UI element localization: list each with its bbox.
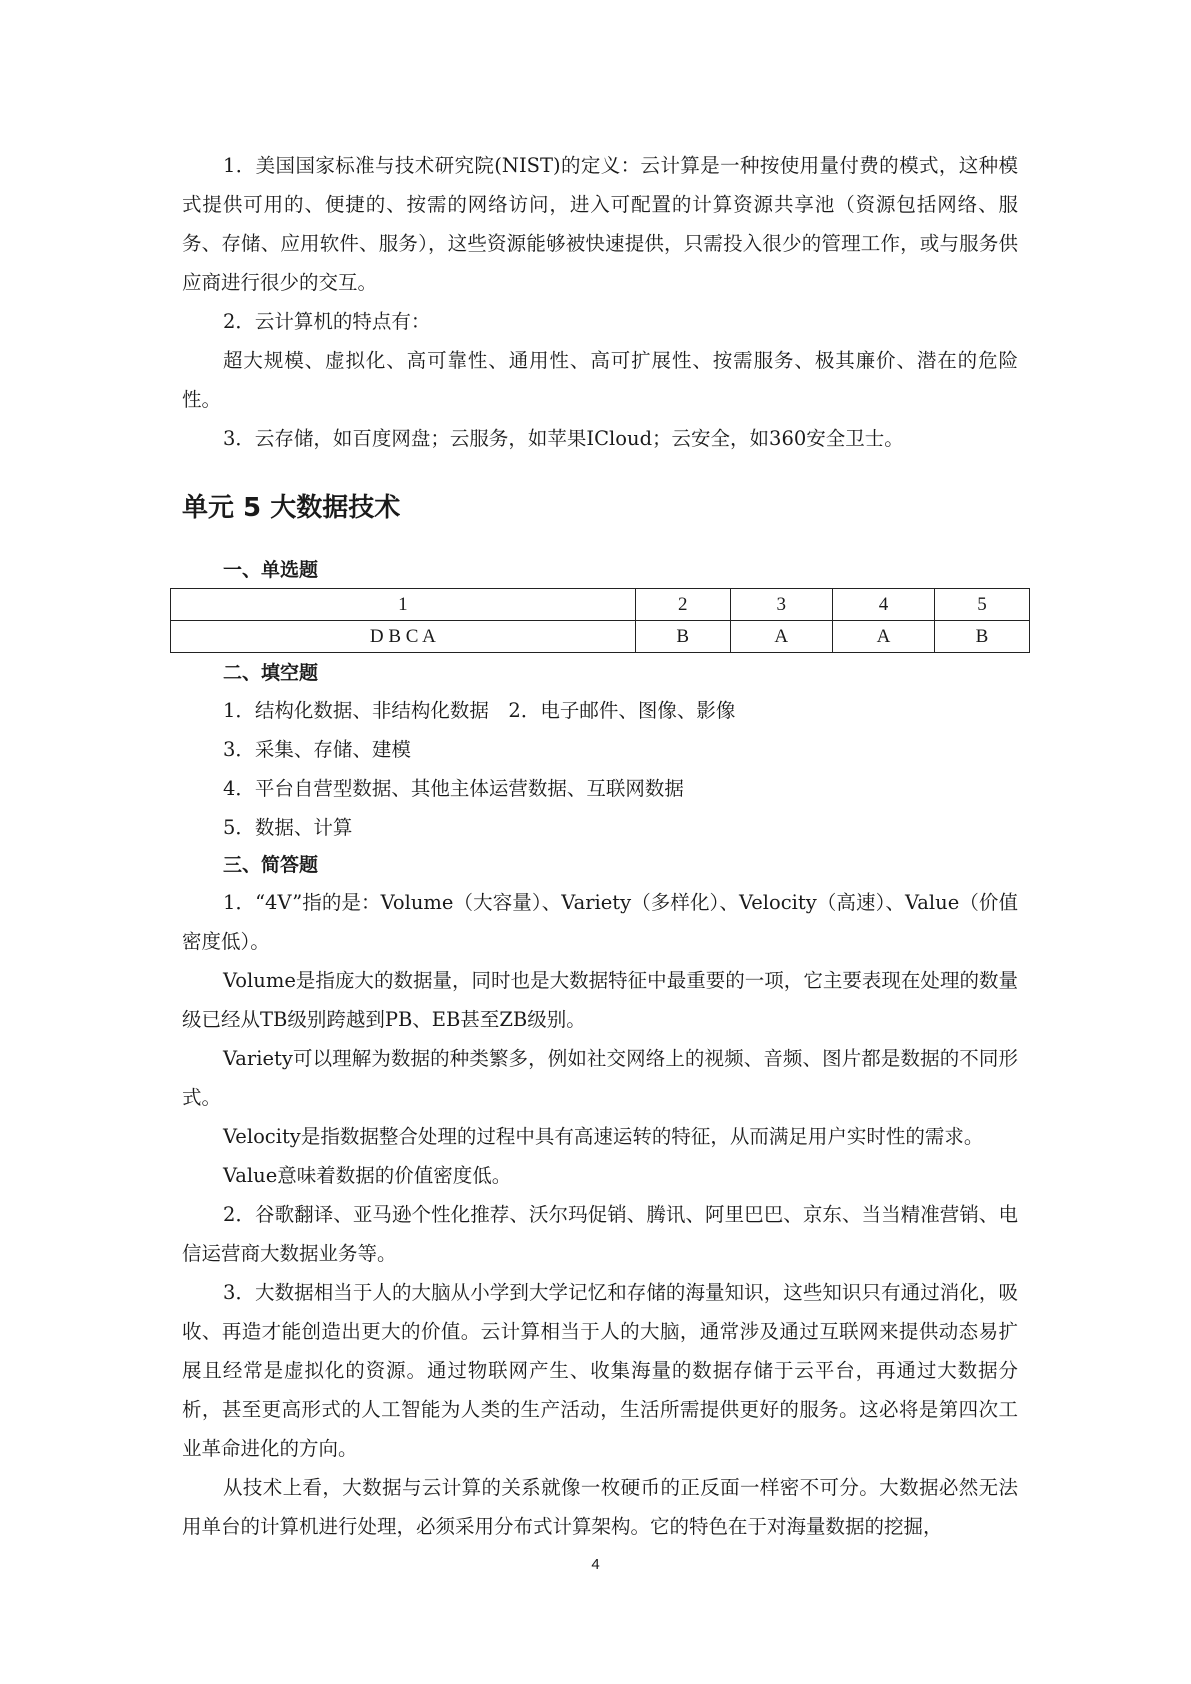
table-cell-question-number: 1 — [171, 589, 636, 621]
section-heading-fill-blank: 二、填空题 — [223, 662, 319, 684]
section-heading-short-answer: 三、简答题 — [223, 854, 319, 876]
answer-table-answer-row — [171, 621, 1030, 653]
answer-table — [170, 588, 1030, 653]
short-answer-technology: 从技术上看，大数据与云计算的关系就像一枚硬币的正反面一样密不可分。大数据必然无法用单台的计算机进行处理，必须采用分布式计算架构。它的特色在于对海量数据的挖掘， — [182, 1476, 1018, 1538]
document-body — [182, 146, 1018, 1546]
table-cell-answer: A — [730, 621, 832, 653]
short-answer-applications: 2．谷歌翻译、亚马逊个性化推荐、沃尔玛促销、腾讯、阿里巴巴、京东、当当精准营销、电信运营商大数据业务等。 — [182, 1203, 1018, 1265]
short-answer-value: Value意味着数据的价值密度低。 — [223, 1164, 512, 1187]
table-cell-answer: A — [832, 621, 934, 653]
short-answer-velocity: Velocity是指数据整合处理的过程中具有高速运转的特征，从而满足用户实时性的需求。 — [223, 1125, 984, 1148]
fill-blank-item: 4．平台自营型数据、其他主体运营数据、互联网数据 — [223, 777, 684, 800]
page-number: 4 — [591, 1556, 600, 1573]
short-answer-4v: 1．“4V”指的是：Volume（大容量）、Variety（多样化）、Velocity（高速）、Value（价值密度低）。 — [182, 891, 1018, 953]
section-heading-single-choice: 一、单选题 — [223, 559, 319, 581]
fill-blank-item: 3．采集、存储、建模 — [223, 738, 411, 761]
table-cell-question-number: 3 — [730, 589, 832, 621]
table-cell-answer: D B C A — [171, 621, 636, 653]
short-answer-variety: Variety可以理解为数据的种类繁多，例如社交网络上的视频、音频、图片都是数据的不同形式。 — [182, 1047, 1018, 1109]
fill-blank-item: 5．数据、计算 — [223, 816, 353, 839]
table-cell-question-number: 2 — [635, 589, 730, 621]
table-cell-answer: B — [935, 621, 1030, 653]
fill-blank-item: 1．结构化数据、非结构化数据 2．电子邮件、图像、影像 — [223, 699, 736, 722]
table-cell-answer: B — [635, 621, 730, 653]
paragraph-nist-definition: 1．美国国家标准与技术研究院(NIST)的定义：云计算是一种按使用量付费的模式，这种模式提供可用的、便捷的、按需的网络访问，进入可配置的计算资源共享池（资源包括网络、服务、存储、应用软件、服务），这些资源能够被快速提供，只需投入很少的管理工作，或与服务供应商进行很少的交互。 — [182, 154, 1018, 294]
paragraph-cloud-features-heading: 2．云计算机的特点有： — [223, 310, 431, 333]
short-answer-bigdata-cloud: 3．大数据相当于人的大脑从小学到大学记忆和存储的海量知识，这些知识只有通过消化，吸收、再造才能创造出更大的价值。云计算相当于人的大脑，通常涉及通过互联网来提供动态易扩展且经常是虚拟化的资源。通过物联网产生、收集海量的数据存储于云平台，再通过大数据分析，甚至更高形式的人工智能为人类的生产活动，生活所需提供更好的服务。这必将是第四次工业革命进化的方向。 — [182, 1281, 1018, 1460]
table-cell-question-number: 5 — [935, 589, 1030, 621]
unit-title: 单元 5 大数据技术 — [182, 493, 401, 523]
short-answer-volume: Volume是指庞大的数据量，同时也是大数据特征中最重要的一项，它主要表现在处理的数量级已经从TB级别跨越到PB、EB甚至ZB级别。 — [182, 969, 1018, 1031]
answer-table-header-row — [171, 589, 1030, 621]
paragraph-cloud-examples: 3．云存储，如百度网盘；云服务，如苹果ICloud；云安全，如360安全卫士。 — [223, 427, 904, 450]
paragraph-cloud-features: 超大规模、虚拟化、高可靠性、通用性、高可扩展性、按需服务、极其廉价、潜在的危险性。 — [182, 349, 1018, 411]
table-cell-question-number: 4 — [832, 589, 934, 621]
